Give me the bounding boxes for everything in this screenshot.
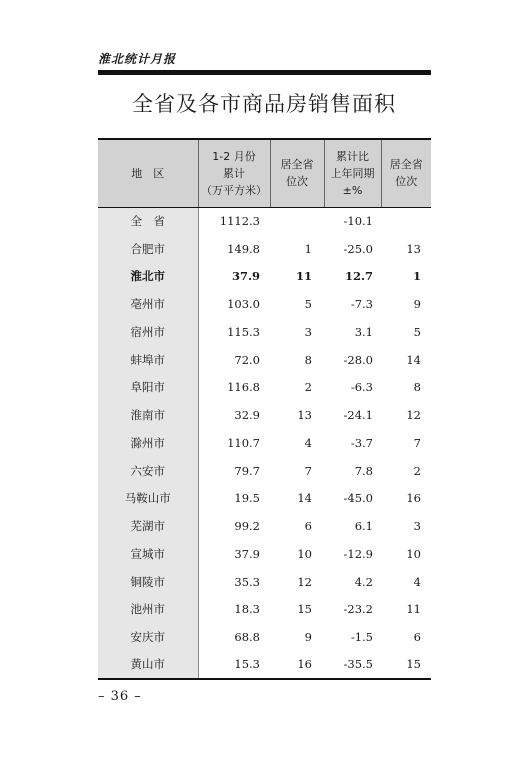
cell-region: 全 省 xyxy=(98,207,198,235)
header-line: 累计 xyxy=(223,166,245,180)
cell-yoy-change: -23.2 xyxy=(343,602,373,617)
cell-yoy-change: -35.5 xyxy=(324,651,381,679)
header-line: 上年同期 xyxy=(330,166,375,180)
cell-rank-area: 3 xyxy=(304,324,312,339)
header-line: 位次 xyxy=(286,175,308,189)
cell-rank-change: 1 xyxy=(412,269,421,284)
cell-yoy-change: -3.7 xyxy=(350,435,373,450)
cell-rank-area: 11 xyxy=(295,269,312,284)
cell-cumulative: 37.9 xyxy=(234,546,260,561)
header-cumulative xyxy=(198,139,270,207)
cell-rank-change: 16 xyxy=(406,491,421,506)
cell-rank-area: 15 xyxy=(297,602,312,617)
header-line: 位次 xyxy=(395,175,418,189)
sales-area-table-wrap xyxy=(98,138,431,677)
cell-cumulative: 35.3 xyxy=(234,574,260,589)
header-line: 地 区 xyxy=(131,166,165,180)
cell-yoy-change: -25.0 xyxy=(343,241,373,256)
table-row xyxy=(98,318,431,346)
table-row xyxy=(98,207,431,235)
cell-cumulative: 72.0 xyxy=(234,352,260,367)
header-rank-change xyxy=(381,139,431,207)
cell-yoy-change: 7.8 xyxy=(354,463,373,478)
cell-cumulative: 15.3 xyxy=(198,651,270,679)
cell-rank-area: 5 xyxy=(304,297,312,312)
cell-rank-change: 2 xyxy=(413,463,421,478)
cell-region: 铜陵市 xyxy=(98,568,198,596)
header-line: 1-2 月份 xyxy=(212,149,256,163)
cell-yoy-change: 12.7 xyxy=(344,269,373,284)
cell-rank-change: 5 xyxy=(413,324,421,339)
cell-yoy-change: -28.0 xyxy=(343,352,373,367)
header-line: 居全省 xyxy=(389,158,423,172)
table-row xyxy=(98,457,431,485)
cell-region: 亳州市 xyxy=(98,290,198,318)
cell-region: 合肥市 xyxy=(98,235,198,263)
cell-rank-area: 16 xyxy=(270,651,324,679)
cell-rank-change: 11 xyxy=(406,602,421,617)
cell-region: 芜湖市 xyxy=(98,512,198,540)
cell-yoy-change: 6.1 xyxy=(354,519,373,534)
cell-region: 安庆市 xyxy=(98,623,198,651)
cell-yoy-change: -24.1 xyxy=(343,408,373,423)
table-header xyxy=(98,139,431,207)
cell-yoy-change: -45.0 xyxy=(343,491,373,506)
cell-rank-change xyxy=(381,207,431,235)
table-row xyxy=(98,374,431,402)
cell-rank-change: 3 xyxy=(413,519,421,534)
cell-region: 池州市 xyxy=(98,596,198,624)
publication-header: 淮北统计月报 xyxy=(98,52,177,66)
header-line: （万平方米） xyxy=(201,183,267,197)
table-row xyxy=(98,512,431,540)
cell-yoy-change: -6.3 xyxy=(350,380,373,395)
cell-cumulative: 19.5 xyxy=(234,491,260,506)
cell-yoy-change: 4.2 xyxy=(354,574,373,589)
cell-rank-change: 12 xyxy=(406,408,421,423)
cell-region: 宣城市 xyxy=(98,540,198,568)
cell-yoy-change: -1.5 xyxy=(350,630,373,645)
cell-yoy-change: -10.1 xyxy=(343,214,373,229)
cell-yoy-change: 3.1 xyxy=(354,324,373,339)
cell-rank-change: 4 xyxy=(413,574,421,589)
cell-region: 阜阳市 xyxy=(98,374,198,402)
cell-rank-area: 1 xyxy=(304,241,312,256)
header-line: 累计比 xyxy=(336,149,369,163)
cell-rank-area: 10 xyxy=(297,546,312,561)
cell-rank-area: 7 xyxy=(304,463,312,478)
cell-rank-area: 6 xyxy=(304,519,312,534)
cell-rank-change: 14 xyxy=(406,352,421,367)
report-title: 全省及各市商品房销售面积 xyxy=(132,92,396,116)
table-row xyxy=(98,263,431,291)
cell-rank-area: 4 xyxy=(304,435,312,450)
header-rank-area xyxy=(270,139,324,207)
cell-region: 六安市 xyxy=(98,457,198,485)
table-row xyxy=(98,346,431,374)
cell-region: 宿州市 xyxy=(98,318,198,346)
page-number: – 36 – xyxy=(98,689,142,704)
cell-rank-area: 8 xyxy=(304,352,312,367)
header-yoy-change xyxy=(324,139,381,207)
cell-cumulative: 149.8 xyxy=(227,241,260,256)
cell-rank-area: 2 xyxy=(304,380,312,395)
cell-rank-area: 14 xyxy=(297,491,312,506)
cell-rank-change: 7 xyxy=(413,435,421,450)
table-row xyxy=(98,401,431,429)
cell-cumulative: 110.7 xyxy=(227,435,260,450)
cell-rank-change: 8 xyxy=(413,380,421,395)
cell-region: 蚌埠市 xyxy=(98,346,198,374)
cell-region: 黄山市 xyxy=(98,651,198,679)
cell-cumulative: 1112.3 xyxy=(219,214,260,229)
cell-cumulative: 68.8 xyxy=(234,630,260,645)
cell-region: 淮南市 xyxy=(98,401,198,429)
table-row xyxy=(98,540,431,568)
cell-region: 马鞍山市 xyxy=(98,485,198,513)
cell-rank-area xyxy=(270,207,324,235)
table-row xyxy=(98,235,431,263)
cell-yoy-change: -7.3 xyxy=(350,297,373,312)
cell-cumulative: 79.7 xyxy=(234,463,260,478)
table-body xyxy=(98,207,431,679)
header-rule xyxy=(98,70,431,75)
table-row xyxy=(98,290,431,318)
header-region xyxy=(98,139,198,207)
cell-cumulative: 116.8 xyxy=(227,380,260,395)
cell-region: 淮北市 xyxy=(98,263,198,291)
cell-yoy-change: -12.9 xyxy=(343,546,373,561)
cell-rank-change: 10 xyxy=(406,546,421,561)
sales-area-table xyxy=(98,138,431,680)
cell-cumulative: 18.3 xyxy=(234,602,260,617)
cell-cumulative: 32.9 xyxy=(234,408,260,423)
cell-region: 滁州市 xyxy=(98,429,198,457)
cell-rank-area: 9 xyxy=(304,630,312,645)
cell-cumulative: 37.9 xyxy=(231,269,260,284)
table-row xyxy=(98,485,431,513)
cell-cumulative: 103.0 xyxy=(227,297,260,312)
table-row xyxy=(98,596,431,624)
cell-rank-change: 9 xyxy=(413,297,421,312)
table-row xyxy=(98,623,431,651)
cell-rank-change: 6 xyxy=(413,630,421,645)
cell-cumulative: 115.3 xyxy=(227,324,260,339)
table-row xyxy=(98,568,431,596)
cell-rank-area: 12 xyxy=(297,574,312,589)
header-line: ±% xyxy=(342,183,363,197)
cell-rank-area: 13 xyxy=(297,408,312,423)
table-row xyxy=(98,429,431,457)
cell-cumulative: 99.2 xyxy=(234,519,260,534)
header-line: 居全省 xyxy=(280,158,314,172)
table-header-row xyxy=(98,139,431,207)
table-row xyxy=(98,651,431,679)
cell-rank-change: 13 xyxy=(406,241,421,256)
cell-rank-change: 15 xyxy=(381,651,431,679)
